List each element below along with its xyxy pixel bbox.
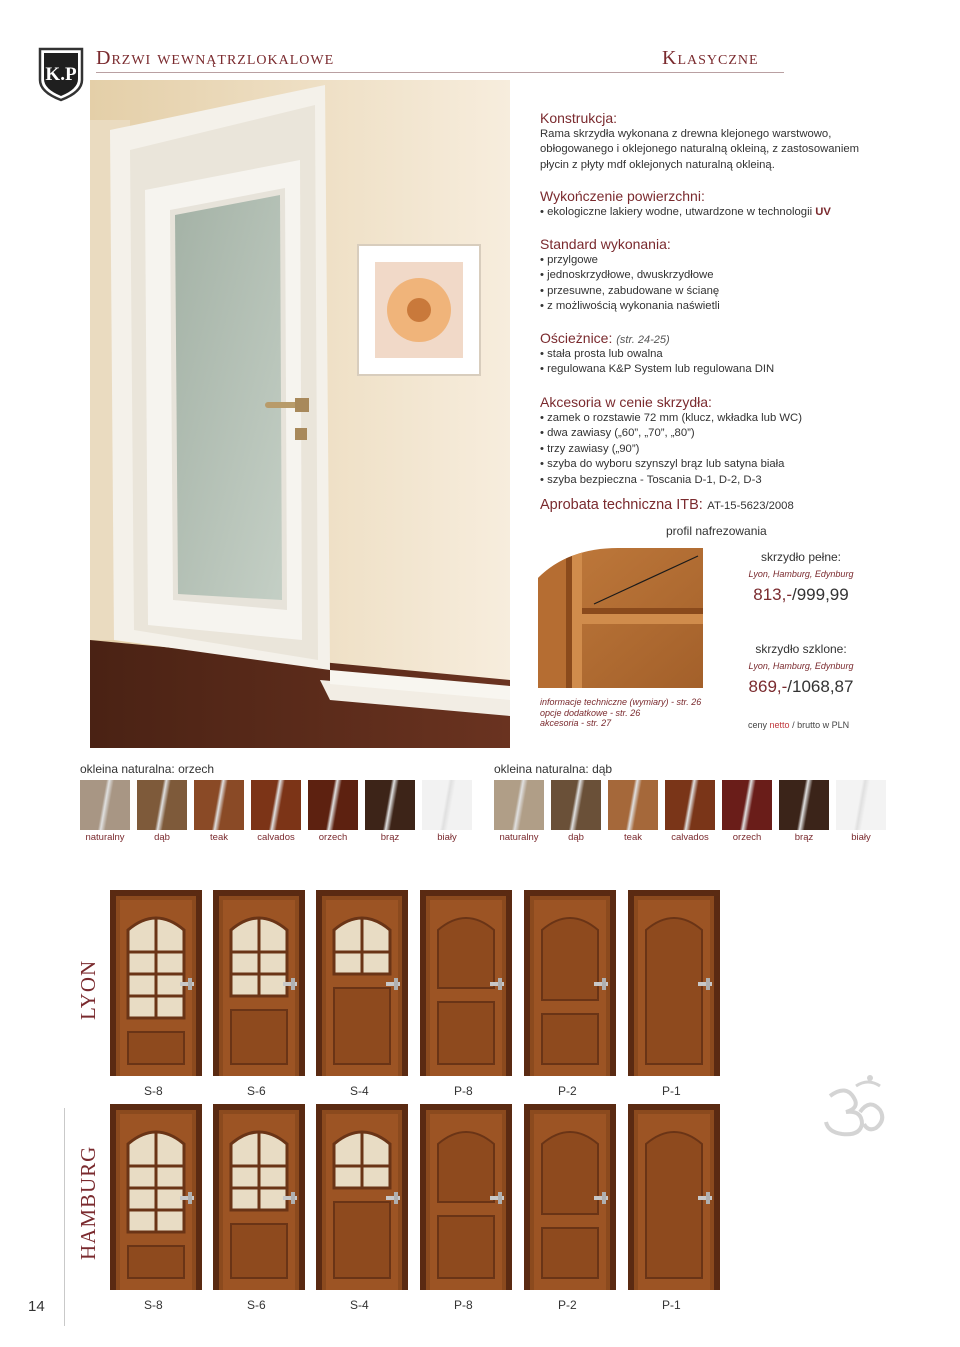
veneer-swatch: [836, 780, 886, 830]
finish-item: • ekologiczne lakiery wodne, utwardzone w technologii UV: [540, 205, 831, 220]
veneer-group-title: okleina naturalna: dąb: [494, 762, 613, 776]
finish-title: Wykończenie powierzchni:: [540, 188, 705, 204]
door-image: [110, 1104, 202, 1290]
veneer-swatch-label: calvados: [671, 832, 709, 843]
price-net: 813,-: [753, 585, 792, 604]
interior-door-photo: [90, 80, 510, 748]
door-code: S-8: [144, 1084, 163, 1098]
door-code: P-2: [558, 1298, 577, 1312]
accessories-item: • zamek o rozstawie 72 mm (klucz, wkładka lub WC): [540, 411, 802, 426]
door-image: [316, 890, 408, 1076]
accessories-item: • szyba do wyboru szynszyl brąz lub satyna biała: [540, 457, 802, 472]
door-code: S-4: [350, 1298, 369, 1312]
price-gross: /999,99: [792, 585, 849, 604]
uv-mark: UV: [815, 206, 831, 218]
price-heading: skrzydło pełne:: [760, 550, 842, 564]
veneer-swatch: [779, 780, 829, 830]
door-image: [213, 890, 305, 1076]
technical-info-line: opcje dodatkowe - str. 26: [540, 707, 641, 718]
veneer-swatch: [494, 780, 544, 830]
accessories-item: • dwa zawiasy („60”, „70”, „80”): [540, 426, 802, 441]
door-code: P-1: [662, 1298, 681, 1312]
veneer-swatch-label: brąz: [380, 832, 400, 843]
door-image: [420, 890, 512, 1076]
standard-item: • jednoskrzydłowe, dwuskrzydłowe: [540, 268, 720, 283]
price-solid-leaf: [736, 550, 866, 605]
accessories-item: • trzy zawiasy („90”): [540, 442, 802, 457]
door-code: P-2: [558, 1084, 577, 1098]
construction-title: Konstrukcja:: [540, 110, 618, 126]
frames-item: • regulowana K&P System lub regulowana DIN: [540, 362, 774, 377]
accessories-section: [540, 394, 802, 488]
construction-line: obłogowanego i oklejonego naturalną okleiną, z zastosowaniem: [540, 143, 860, 156]
veneer-swatch-label: orzech: [732, 832, 762, 843]
construction-section: [540, 110, 859, 173]
veneer-swatch: [608, 780, 658, 830]
veneer-swatch: [365, 780, 415, 830]
construction-line: płycin z płyty mdf oklejonych naturalną okleiną.: [540, 158, 775, 171]
frames-page-ref: (str. 24-25): [616, 334, 670, 346]
price-note: ceny netto / brutto w PLN: [748, 720, 850, 730]
profile-photo: [538, 548, 703, 688]
veneer-group-title: okleina naturalna: orzech: [80, 762, 215, 776]
veneer-swatch-label: teak: [624, 832, 642, 843]
door-image: [316, 1104, 408, 1290]
veneer-swatch: [551, 780, 601, 830]
veneer-swatch-label: calvados: [257, 832, 295, 843]
page-number: 14: [28, 1298, 45, 1315]
door-code: S-4: [350, 1084, 369, 1098]
frames-section: [540, 330, 774, 378]
door-image: [420, 1104, 512, 1290]
veneer-swatch: [308, 780, 358, 830]
catalog-section-title: Drzwi wewnątrzlokalowe: [96, 47, 335, 69]
door-code: P-8: [454, 1084, 473, 1098]
kp-logo-icon: [36, 46, 86, 102]
door-code: P-8: [454, 1298, 473, 1312]
price-value: [736, 585, 866, 605]
standard-item: • z możliwością wykonania naświetli: [540, 299, 720, 314]
frames-title: Ościeżnice: (str. 24-25): [540, 330, 670, 346]
catalog-category-title: Klasyczne: [662, 47, 759, 69]
door-image: [524, 1104, 616, 1290]
price-net: 869,-: [748, 677, 788, 696]
construction-line: Rama skrzydła wykonana z drewna klejonego warstwowo,: [540, 128, 832, 140]
approval-section: [540, 496, 794, 514]
price-glazed-leaf: [736, 642, 866, 697]
door-code: P-1: [662, 1084, 681, 1098]
veneer-swatch-label: biały: [851, 832, 871, 843]
frames-item: • stała prosta lub owalna: [540, 347, 774, 362]
veneer-swatch-label: teak: [210, 832, 228, 843]
technical-info-line: informacje techniczne (wymiary) - str. 26: [540, 697, 702, 707]
veneer-swatch: [194, 780, 244, 830]
price-gross: /1068,87: [787, 677, 854, 696]
door-code: S-8: [144, 1298, 163, 1312]
approval-number: AT-15-5623/2008: [707, 500, 794, 512]
veneer-swatches: [80, 780, 472, 830]
price-models: Lyon, Hamburg, Edynburg: [748, 661, 854, 671]
price-value: [736, 677, 866, 697]
standard-item: • przesuwne, zabudowane w ścianę: [540, 284, 720, 299]
veneer-swatch-label: dąb: [154, 832, 170, 843]
door-code: S-6: [247, 1084, 266, 1098]
technical-info: [540, 697, 701, 729]
veneer-swatches: [494, 780, 886, 830]
veneer-swatch-label: biały: [437, 832, 457, 843]
svg-text:K.P: K.P: [45, 64, 77, 85]
veneer-swatch-label: orzech: [318, 832, 348, 843]
header-divider: [96, 72, 784, 73]
veneer-swatch: [80, 780, 130, 830]
accessories-item: • szyba bezpieczna - Toscania D-1, D-2, D-3: [540, 473, 802, 488]
profile-label: profil nafrezowania: [666, 524, 767, 538]
veneer-swatch-label: naturalny: [499, 832, 539, 843]
accessories-title: Akcesoria w cenie skrzydła:: [540, 394, 712, 410]
veneer-swatch: [137, 780, 187, 830]
veneer-swatch: [251, 780, 301, 830]
standard-item: • przylgowe: [540, 253, 720, 268]
veneer-swatch-label: brąz: [794, 832, 814, 843]
door-image: [213, 1104, 305, 1290]
veneer-swatch: [665, 780, 715, 830]
price-heading: skrzydło szklone:: [755, 642, 847, 656]
price-models: Lyon, Hamburg, Edynburg: [748, 569, 854, 579]
model-name-hamburg: HAMBURG: [76, 1145, 100, 1260]
veneer-swatch-label: naturalny: [85, 832, 125, 843]
standard-title: Standard wykonania:: [540, 236, 671, 252]
om-watermark-icon: [820, 1074, 890, 1140]
veneer-swatch: [722, 780, 772, 830]
door-image: [110, 890, 202, 1076]
technical-info-line: akcesoria - str. 27: [540, 718, 612, 728]
model-name-lyon: LYON: [76, 959, 100, 1020]
page-margin-line: [64, 1108, 65, 1326]
door-image: [628, 1104, 720, 1290]
door-code: S-6: [247, 1298, 266, 1312]
door-image: [628, 890, 720, 1076]
veneer-swatch-label: dąb: [568, 832, 584, 843]
veneer-swatch: [422, 780, 472, 830]
finish-section: [540, 188, 831, 220]
door-image: [524, 890, 616, 1076]
standard-section: [540, 236, 720, 315]
approval-title: Aprobata techniczna ITB:: [540, 497, 703, 513]
